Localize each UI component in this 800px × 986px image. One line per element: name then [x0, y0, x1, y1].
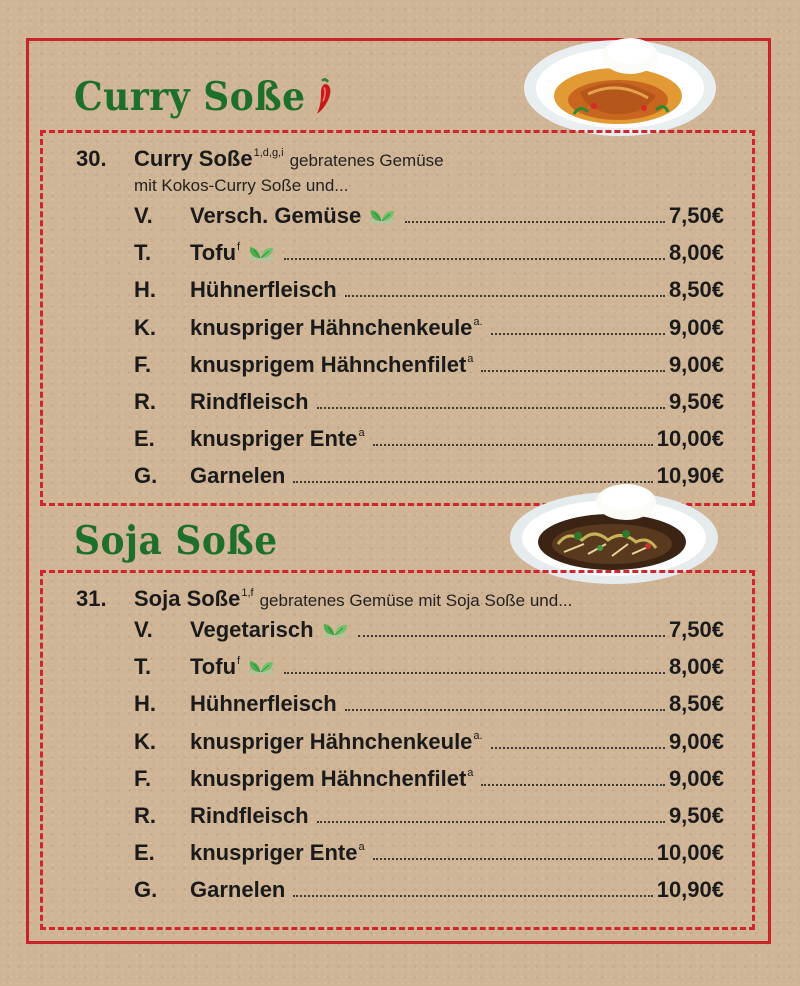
item-price: 8,50€: [668, 691, 724, 717]
menu-item: [134, 877, 724, 907]
dot-leader: [358, 634, 665, 637]
item-price: 8,00€: [668, 654, 724, 680]
dot-leader: [345, 294, 665, 297]
item-name: Tofu$^f$: [190, 654, 276, 680]
dish-title: Curry Soße$^{1,d,g,i}$ gebratenes Gemüse: [134, 146, 444, 171]
item-name: knusprigem Hähnchenfilet$^a$: [190, 351, 474, 377]
item-name: knuspriger Hähnchenkeule$^{a.}$: [190, 728, 483, 754]
dot-leader: [481, 783, 665, 786]
dot-leader: [293, 894, 652, 897]
menu-item: [134, 277, 724, 307]
item-price: 10,90€: [656, 877, 724, 903]
item-price: 10,90€: [656, 463, 724, 489]
leaf-icon: [246, 244, 276, 262]
section-title-curry: Curry Soße: [74, 74, 335, 119]
allergen-note: a.: [473, 729, 483, 742]
item-price: 9,50€: [668, 389, 724, 414]
allergen-note: f: [237, 241, 241, 254]
menu-item: [134, 840, 724, 870]
menu-item: [134, 766, 724, 796]
allergen-note: f: [237, 655, 241, 668]
leaf-icon: [246, 658, 276, 676]
allergen-note: a.: [473, 315, 483, 328]
item-price: 8,00€: [668, 240, 724, 266]
dot-leader: [373, 857, 653, 860]
item-code: G.: [134, 463, 158, 489]
menu-item: [134, 203, 724, 233]
dot-leader: [373, 443, 653, 446]
item-name: Tofu$^f$: [190, 240, 276, 266]
dot-leader: [317, 406, 665, 409]
item-code: G.: [134, 877, 158, 903]
item-name: knuspriger Hähnchenkeule$^{a.}$: [190, 314, 483, 340]
item-price: 8,50€: [668, 277, 724, 303]
menu-item: [134, 617, 724, 647]
dish-title: Soja Soße$^{1,f}$ gebratenes Gemüse mit Soja Soße und...: [134, 586, 573, 611]
item-name: Hühnerfleisch: [190, 277, 337, 303]
item-name: Rindfleisch: [190, 389, 309, 414]
allergen-note: a: [358, 841, 365, 854]
item-price: 9,00€: [668, 765, 724, 791]
item-price: 9,00€: [668, 351, 724, 377]
item-name: Garnelen: [190, 463, 286, 489]
menu-item: [134, 654, 724, 684]
item-code: T.: [134, 654, 152, 680]
item-code: T.: [134, 240, 152, 266]
menu-item: [134, 691, 724, 721]
item-price: 9,00€: [668, 314, 724, 340]
item-code: K.: [134, 728, 156, 754]
dish-description: mit Kokos-Curry Soße und...: [134, 176, 349, 195]
dot-leader: [491, 746, 665, 749]
item-code: R.: [134, 389, 156, 414]
menu-item: [134, 426, 724, 456]
item-code: H.: [134, 691, 156, 717]
item-code: E.: [134, 840, 155, 866]
menu-item: [134, 729, 724, 759]
dot-leader: [345, 708, 665, 711]
item-name: knusprigem Hähnchenfilet$^a$: [190, 765, 474, 791]
item-price: 10,00€: [656, 840, 724, 866]
dot-leader: [405, 220, 665, 223]
menu-item: [134, 803, 724, 833]
chili-icon: [313, 78, 335, 117]
item-code: F.: [134, 765, 152, 791]
leaf-icon: [320, 621, 350, 639]
dish-number: 31.: [76, 586, 107, 611]
item-code: V.: [134, 617, 153, 642]
dot-leader: [481, 369, 665, 372]
item-name: Hühnerfleisch: [190, 691, 337, 717]
allergen-note: a: [467, 352, 474, 365]
curry-dish-image: [522, 30, 718, 138]
menu-item: [134, 389, 724, 419]
item-name: Vegetarisch: [190, 617, 350, 643]
item-name: Versch. Gemüse: [190, 203, 397, 229]
allergen-note: a: [467, 766, 474, 779]
item-price: 7,50€: [668, 203, 724, 228]
allergen-note: a: [358, 427, 365, 440]
item-code: F.: [134, 351, 152, 377]
dot-leader: [317, 820, 665, 823]
item-price: 10,00€: [656, 426, 724, 452]
item-price: 9,00€: [668, 728, 724, 754]
item-code: K.: [134, 314, 156, 340]
dot-leader: [284, 257, 665, 260]
item-name: Rindfleisch: [190, 803, 309, 828]
menu-item: [134, 315, 724, 345]
item-code: E.: [134, 426, 155, 452]
item-price: 9,50€: [668, 803, 724, 828]
dot-leader: [284, 671, 665, 674]
item-price: 7,50€: [668, 617, 724, 642]
dish-number: 30.: [76, 146, 107, 171]
dot-leader: [491, 332, 665, 335]
item-name: Garnelen: [190, 877, 286, 903]
item-name: knuspriger Ente$^a$: [190, 426, 365, 452]
menu-item: [134, 352, 724, 382]
item-code: H.: [134, 277, 156, 303]
menu-item: [134, 240, 724, 270]
item-code: V.: [134, 203, 153, 228]
item-name: knuspriger Ente$^a$: [190, 840, 365, 866]
section-title-soja: Soja Soße: [74, 518, 278, 564]
leaf-icon: [367, 207, 397, 225]
item-code: R.: [134, 803, 156, 828]
